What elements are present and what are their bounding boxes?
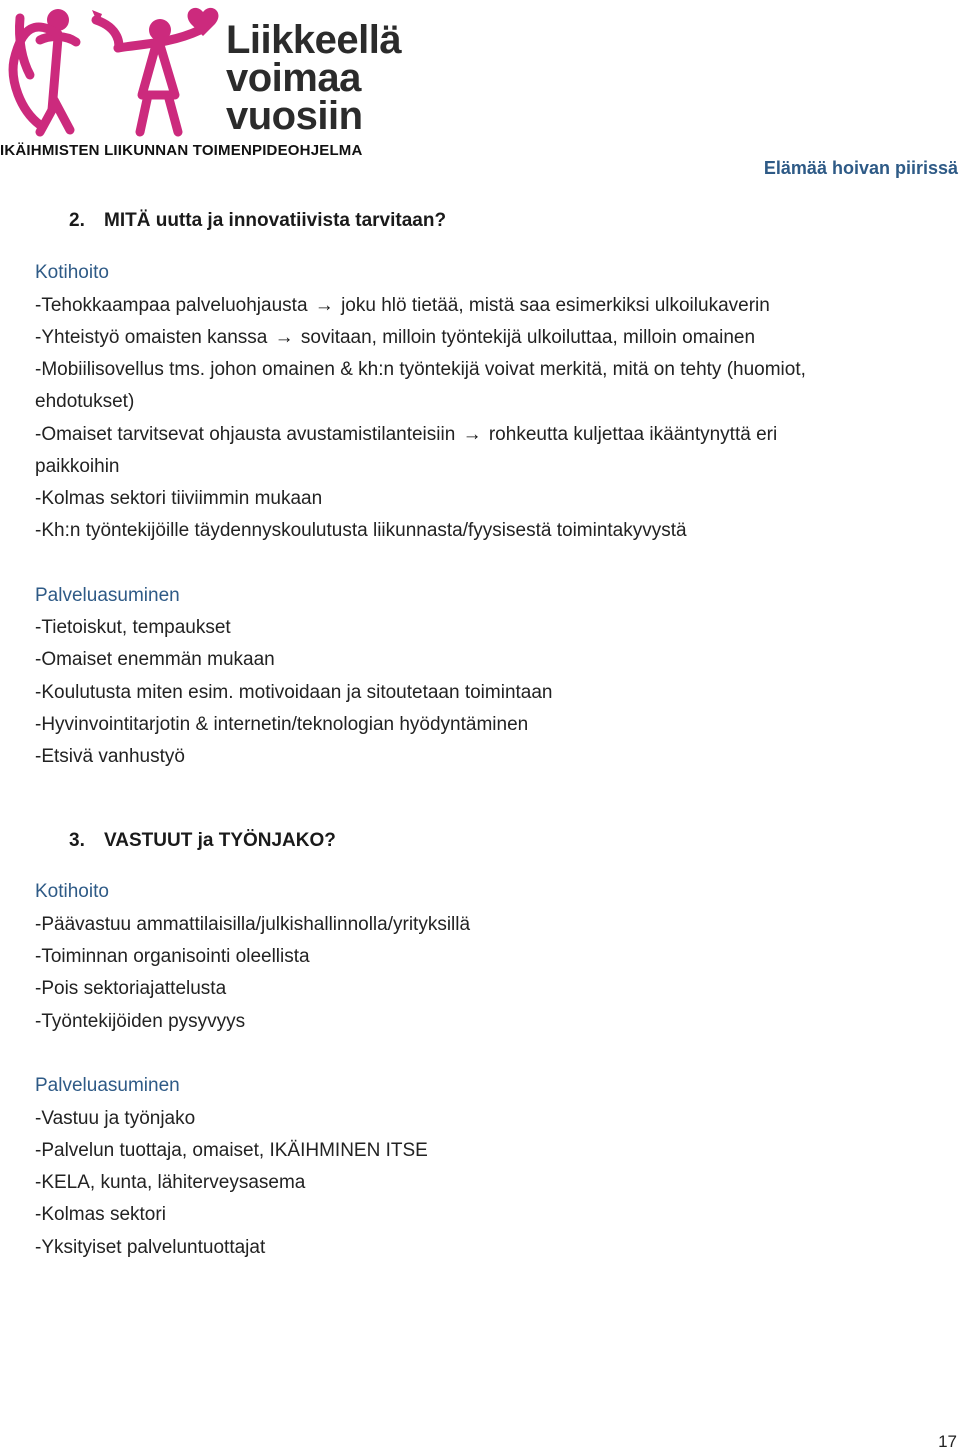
list-item: -Yksityiset palveluntuottajat — [35, 1237, 266, 1258]
section-2-title: MITÄ uutta ja innovatiivista tarvitaan? — [104, 210, 447, 231]
section-2-palveluasuminen-label: Palveluasuminen — [35, 585, 180, 606]
list-item: -Työntekijöiden pysyvyys — [35, 1011, 246, 1032]
section-3-kotihoito-label: Kotihoito — [35, 881, 109, 902]
list-item — [35, 295, 770, 317]
logo-line-1: Liikkeellä — [226, 18, 402, 62]
logo — [0, 0, 402, 165]
list-item: -Koulutusta miten esim. motivoidaan ja sitoutetaan toimintaan — [35, 682, 553, 703]
section-3-title: VASTUUT ja TYÖNJAKO? — [104, 830, 336, 851]
list-item-continuation: ehdotukset) — [35, 391, 135, 412]
list-item: -Etsivä vanhustyö — [35, 746, 185, 767]
list-item: -Kolmas sektori tiiviimmin mukaan — [35, 488, 323, 509]
list-item-text: rohkeutta kuljettaa ikääntynyttä eri — [488, 424, 778, 445]
list-item: -Tietoiskut, tempaukset — [35, 617, 231, 638]
page-number: 17 — [938, 1432, 957, 1451]
logo-tagline: IKÄIHMISTEN LIIKUNNAN TOIMENPIDEOHJELMA — [0, 142, 363, 159]
list-item: -Hyvinvointitarjotin & internetin/teknologian hyödyntäminen — [35, 714, 529, 735]
logo-line-3: vuosiin — [226, 94, 363, 138]
logo-line-2: voimaa — [226, 56, 361, 100]
logo-figures-icon — [0, 0, 220, 140]
list-item — [35, 424, 777, 446]
list-item: -Vastuu ja työnjako — [35, 1108, 196, 1129]
list-item-continuation: paikkoihin — [35, 456, 120, 477]
list-item-text: sovitaan, milloin työntekijä ulkoiluttaa, milloin omainen — [300, 327, 756, 348]
section-2-number: 2. — [69, 210, 85, 231]
list-item: -Omaiset enemmän mukaan — [35, 649, 275, 670]
section-2-kotihoito-label: Kotihoito — [35, 262, 109, 283]
arrow-right-icon: → — [462, 424, 482, 445]
list-item: -Pois sektoriajattelusta — [35, 978, 227, 999]
list-item-text: -Yhteistyö omaisten kanssa — [35, 327, 268, 348]
list-item: -Toiminnan organisointi oleellista — [35, 946, 310, 967]
section-3-number: 3. — [69, 830, 85, 851]
list-item: -Kolmas sektori — [35, 1204, 166, 1225]
list-item: -Päävastuu ammattilaisilla/julkishallinnolla/yrityksillä — [35, 914, 471, 935]
arrow-right-icon: → — [274, 327, 294, 348]
list-item-text: -Omaiset tarvitsevat ohjausta avustamistilanteisiin — [35, 424, 456, 445]
section-3-palveluasuminen-label: Palveluasuminen — [35, 1075, 180, 1096]
section-3-heading — [69, 830, 336, 852]
list-item: -Mobiilisovellus tms. johon omainen & kh:n työntekijä voivat merkitä, mitä on tehty (huomiot, — [35, 359, 806, 380]
section-2-heading — [69, 210, 446, 232]
list-item — [35, 327, 755, 349]
arrow-right-icon: → — [314, 295, 334, 316]
list-item-text: -Tehokkaampaa palveluohjausta — [35, 295, 308, 316]
list-item: -Palvelun tuottaja, omaiset, IKÄIHMINEN ITSE — [35, 1140, 428, 1161]
list-item: -Kh:n työntekijöille täydennyskoulutusta liikunnasta/fyysisestä toimintakyvystä — [35, 520, 687, 541]
list-item-text: joku hlö tietää, mistä saa esimerkiksi ulkoilukaverin — [341, 295, 770, 316]
running-head: Elämää hoivan piirissä — [763, 158, 958, 178]
list-item: -KELA, kunta, lähiterveysasema — [35, 1172, 306, 1193]
